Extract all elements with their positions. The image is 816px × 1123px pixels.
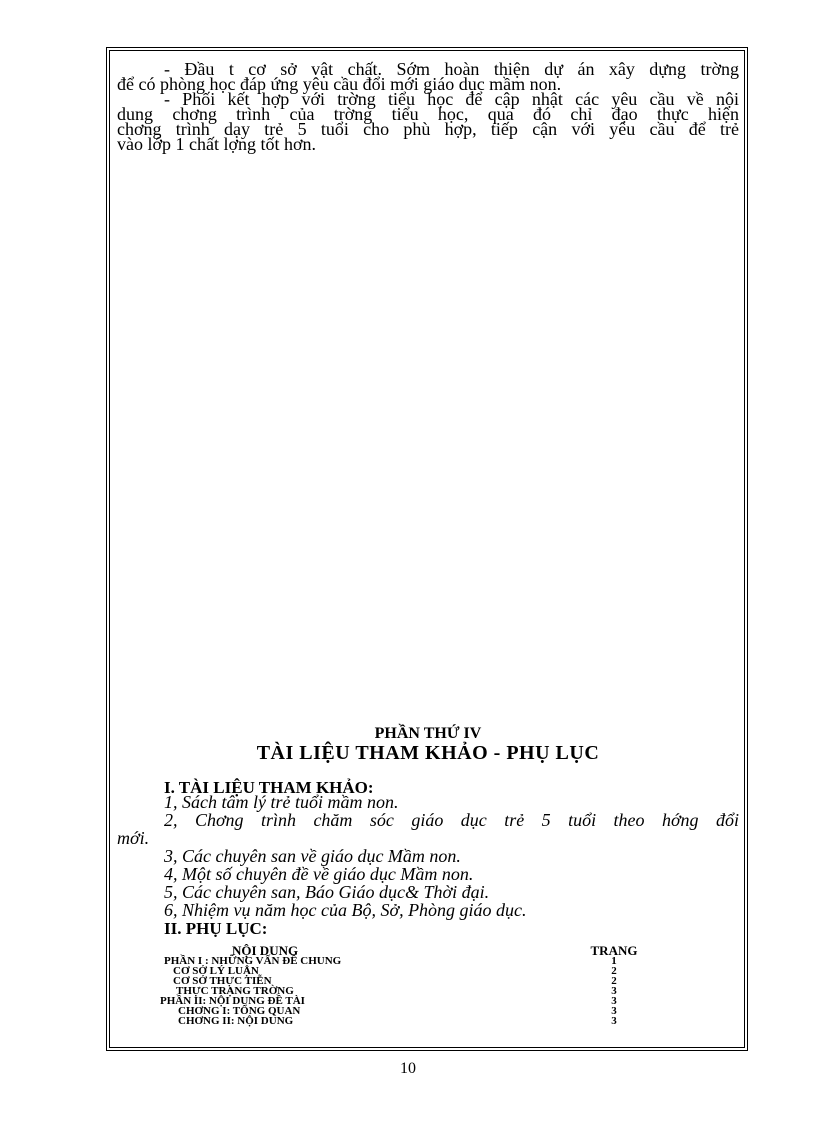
- reference-item: 6, Nhiệm vụ năm học của Bộ, Sở, Phòng giáo dục.: [164, 900, 527, 920]
- reference-item: 1, Sách tâm lý trẻ tuổi mầm non.: [164, 792, 399, 812]
- reference-item: 5, Các chuyên san, Báo Giáo dục& Thời đại.: [164, 882, 490, 902]
- row-page: 2: [611, 965, 617, 977]
- intro-line: - Đầu t cơ sở vật chất. Sớm hoàn thiện dự án xây dựng trờng: [164, 59, 739, 79]
- reference-item: 2, Chơng trình chăm sóc giáo dục trẻ 5 tuổi theo hớng đổi: [164, 810, 739, 830]
- intro-line: vào lớp 1 chất lợng tốt hơn.: [117, 134, 317, 154]
- appendix-label: II. PHỤ LỤC:: [164, 919, 268, 938]
- row-content: CƠ SỞ LÝ LUẬN: [173, 965, 259, 977]
- row-content: PHẦN I : NHỮNG VẤN ĐỀ CHUNG: [164, 955, 342, 967]
- part-heading: PHẦN THỨ IV: [374, 725, 482, 742]
- row-content: CƠ SỞ THỰC TIỄN: [173, 975, 272, 987]
- row-page: 1: [611, 955, 617, 967]
- column-header-content: NỘI DUNG: [232, 943, 299, 958]
- intro-section: [117, 59, 739, 154]
- reference-item: 3, Các chuyên san về giáo dục Mầm non.: [164, 846, 461, 866]
- row-page: 2: [611, 975, 617, 987]
- appendix-table: [150, 943, 670, 1027]
- table-row: [150, 1016, 670, 1026]
- row-page: 3: [611, 1005, 617, 1017]
- intro-line: dung chơng trình của trờng tiểu học, qua đó chỉ đạo thực hiện: [117, 104, 739, 124]
- row-page: 3: [611, 1015, 617, 1027]
- row-content: CHƠNG I: TỔNG QUAN: [178, 1005, 301, 1017]
- page-number: 10: [400, 1060, 416, 1077]
- intro-line: để có phòng học đáp ứng yêu cầu đổi mới giáo dục mầm non.: [117, 74, 562, 94]
- references-section: [117, 780, 739, 936]
- part-title: TÀI LIỆU THAM KHẢO - PHỤ LỤC: [256, 742, 600, 764]
- column-header-page: TRANG: [590, 943, 638, 958]
- reference-item: mới.: [117, 828, 150, 848]
- row-content: CHƠNG II: NỘI DUNG: [178, 1015, 294, 1027]
- row-content: THỰC TRẠNG TRỜNG: [176, 985, 294, 997]
- intro-line: - Phối kết hợp với trờng tiểu học để cập nhật các yêu cầu về nội: [164, 89, 739, 109]
- reference-item: 4, Một số chuyên đề về giáo dục Mầm non.: [164, 864, 474, 884]
- references-label: I. TÀI LIỆU THAM KHẢO:: [164, 778, 374, 797]
- row-page: 3: [611, 985, 617, 997]
- row-page: 3: [611, 995, 617, 1007]
- row-content: PHẦN II: NỘI DUNG ĐỀ TÀI: [160, 995, 305, 1007]
- intro-line: chơng trình dạy trẻ 5 tuổi cho phù hợp, tiếp cận với yêu cầu để trẻ: [117, 119, 739, 139]
